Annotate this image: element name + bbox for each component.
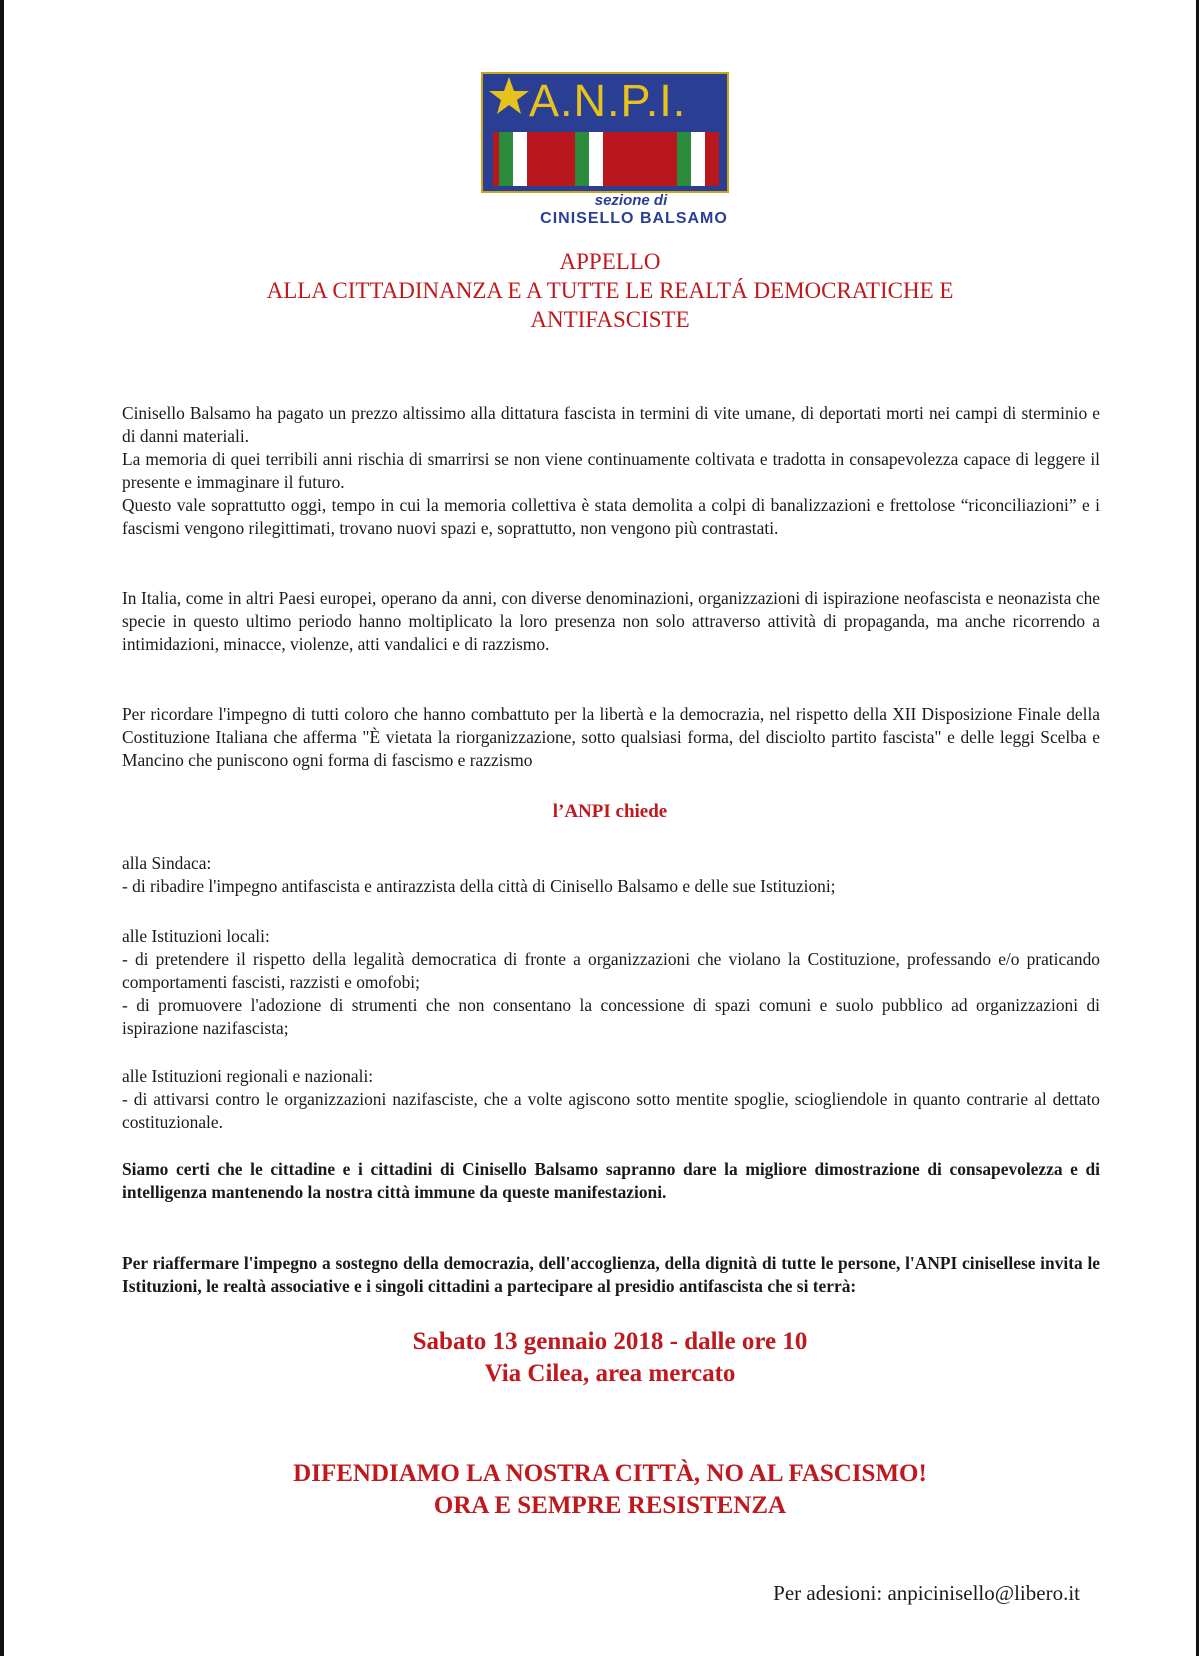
intro-text-3: Questo vale soprattutto oggi, tempo in cui la memoria collettiva è stata demolita a colpi di banalizzazioni e frettolose “riconciliazioni” e i fascismi vengono rilegittimati, trovano nuovi spazi e, soprattutto, non vengono più contrastati. xyxy=(122,495,1100,538)
heading-line-2: ALLA CITTADINANZA E A TUTTE LE REALTÁ DEMOCRATICHE E xyxy=(266,278,954,303)
locali-item-1: - di pretendere il rispetto della legalità democratica di fronte a organizzazioni che violano la Costituzione, professando e/o praticando comportamenti fascisti, razzisti e omofobi; xyxy=(122,949,1100,992)
ricordare-text: Per ricordare l'impegno di tutti coloro che hanno combattuto per la libertà e la democrazia, nel rispetto della XII Disposizione Finale della Costituzione Italiana che afferma "È vietata la riorganizzazione, sotto qualsiasi forma, del disciolto partito fascista" e delle leggi Scelba e Mancino che puniscono ogni forma di fascismo e razzismo xyxy=(122,704,1100,770)
certainty-paragraph xyxy=(122,1158,1100,1204)
page-left-border xyxy=(0,0,4,1656)
event-place: Via Cilea, area mercato xyxy=(484,1360,736,1387)
logo-subtitle-section: sezione di xyxy=(594,192,668,209)
anpi-chiede-heading: l’ANPI chiede xyxy=(552,801,668,822)
request-sindaca xyxy=(122,852,1100,898)
sindaca-label: alla Sindaca: xyxy=(122,853,212,873)
logo-title: A.N.P.I. xyxy=(529,75,687,126)
request-locali xyxy=(122,925,1100,1040)
star-icon xyxy=(487,74,531,118)
slogan-line-1: DIFENDIAMO LA NOSTRA CITTÀ, NO AL FASCISMO! xyxy=(293,1460,927,1487)
intro-text-2: La memoria di quei terribili anni rischia di smarrirsi se non viene continuamente coltivata e tradotta in consapevolezza capace di leggere il presente e immaginare il futuro. xyxy=(122,449,1100,492)
event-date: Sabato 13 gennaio 2018 - dalle ore 10 xyxy=(412,1328,808,1355)
anpi-logo xyxy=(481,72,729,230)
intro-text-1: Cinisello Balsamo ha pagato un prezzo altissimo alla dittatura fascista in termini di vite umane, di deportati morti nei campi di sterminio e di danni materiali. xyxy=(122,403,1100,446)
regionali-label: alle Istituzioni regionali e nazionali: xyxy=(122,1066,374,1086)
sindaca-item: - di ribadire l'impegno antifascista e antirazzista della città di Cinisello Balsamo e delle sue Istituzioni; xyxy=(122,876,836,896)
logo-flag-stripes xyxy=(493,132,719,186)
invitation-text: Per riaffermare l'impegno a sostegno della democrazia, dell'accoglienza, della dignità di tutte le persone, l'ANPI cinisellese invita le Istituzioni, le realtà associative e i singoli cittadini a partecipare al presidio antifascista che si terrà: xyxy=(122,1253,1100,1296)
slogan-line-2: ORA E SEMPRE RESISTENZA xyxy=(433,1492,787,1519)
regionali-item: - di attivarsi contro le organizzazioni nazifasciste, che a volte agiscono sotto mentite spoglie, sciogliendole in quanto contrarie al dettato costituzionale. xyxy=(122,1089,1100,1132)
event-details xyxy=(120,1326,1100,1390)
locali-item-2: - di promuovere l'adozione di strumenti che non consentano la concessione di spazi comuni e suolo pubblico ad organizzazioni di ispirazione nazifascista; xyxy=(122,995,1100,1038)
contact-line: Per adesioni: anpicinisello@libero.it xyxy=(773,1581,1080,1605)
intro-paragraph xyxy=(122,402,1100,540)
italia-text: In Italia, come in altri Paesi europei, operano da anni, con diverse denominazioni, organizzazioni di ispirazione neofascista e neonazista che specie in questo ultimo periodo hanno moltiplicato la loro presenza non solo attraverso attività di propaganda, ma anche ricorrendo a intimidazioni, minacce, violenze, atti vandalici e di razzismo. xyxy=(122,588,1100,654)
certainty-text: Siamo certi che le cittadine e i cittadini di Cinisello Balsamo sapranno dare la migliore dimostrazione di consapevolezza e di intelligenza mantenendo la nostra città immune da queste manifestazioni. xyxy=(122,1159,1100,1202)
request-regionali xyxy=(122,1065,1100,1134)
page-right-border xyxy=(1196,0,1199,1656)
invitation-paragraph xyxy=(122,1252,1100,1298)
logo-subtitle-city: CINISELLO BALSAMO xyxy=(540,210,728,227)
logo-badge xyxy=(481,72,729,193)
heading-line-3: ANTIFASCISTE xyxy=(530,307,690,332)
italia-paragraph xyxy=(122,587,1100,656)
slogan xyxy=(120,1458,1100,1522)
locali-label: alle Istituzioni locali: xyxy=(122,926,270,946)
ricordare-paragraph xyxy=(122,703,1100,772)
appeal-heading xyxy=(120,247,1100,334)
heading-line-1: APPELLO xyxy=(559,249,661,274)
